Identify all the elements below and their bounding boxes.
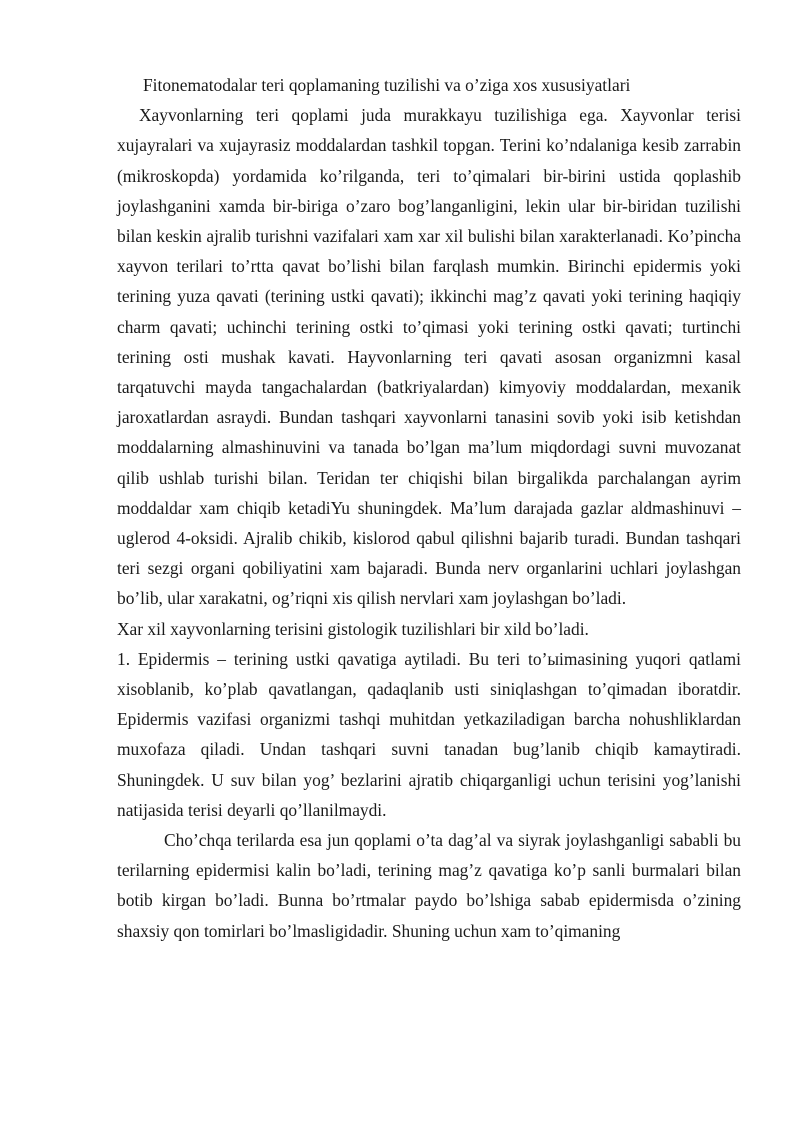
document-page [117,70,741,946]
paragraph-skin-layers: Xayvonlarning teri qoplami juda murakkayu tuzilishiga ega. Xayvonlar terisi xujayralari va xujayrasiz moddalardan tashkil topgan. Terini ko’ndalaniga kesib zarrabin (mikroskopda) yordamida ko’rilganda, teri to’qimalari bir-birini ustida qoplashib joylashganini xamda bir-biriga o’zaro bog’langanligini, lekin ular bir-biridan tuzilishi bilan keskin ajralib turishni vazifalari xam xar xil bulishi bilan xarakterlanadi. Ko’pincha xayvon terilari to’rtta qavat bo’lishi bilan farqlash mumkin. Birinchi epidermis yoki terining yuza qavati (terining ustki qavati); ikkinchi mag’z qavati yoki terining haqiqiy charm qavati; uchinchi terining ostki to’qimasi yoki terining ostki qavati; turtinchi terining osti mushak kavati. Hayvonlarning teri qavati asosan organizmni kasal tarqatuvchi mayda tangachalardan (batkriyalardan) kimyoviy moddalardan, mexanik jaroxatlardan asraydi. Bundan tashqari xayvonlarni tanasini sovib yoki isib ketishdan moddalarning almashinuvini va tanada bo’lgan ma’lum miqdordagi suvni muvozanat qilib ushlab turishi bilan. Teridan ter chiqishi bilan birgalikda parchalangan ayrim moddaldar xam chiqib ketadiYu shuningdek. Ma’lum darajada gazlar aldmashinuvi – uglerod 4-oksidi. Ajralib chikib, kislorod qabul qilishni bajarib turadi. Bundan tashqari teri sezgi organi qobiliyatini xam bajaradi. Bunda nerv organlarini uchlari joylashgan bo’lib, ular xarakatni, og’riqni xis qilish nervlari xam joylashgan bo’ladi. [117,105,741,609]
document-title: Fitonematodalar teri qoplamaning tuzilishi va o’ziga xos xususiyatlari [143,75,631,95]
paragraph-histology: Xar xil xayvonlarning terisini gistologik tuzilishlari bir xild bo’ladi. [117,618,589,639]
paragraph-epidermis: 1. Epidermis – terining ustki qavatiga aytiladi. Bu teri to’ыimasining yuqori qatlami xisoblanib, ko’plab qavatlangan, qadaqlanib usti siniqlashgan to’qimadan iboratdir. Epidermis vazifasi organizmi tashqi muhitdan yetkaziladigan barcha nohushliklardan muxofaza qiladi. Undan tashqari suvni tanadan bug’lanib chiqib kamaytiradi. Shuningdek. U suv bilan yog’ bezlarini ajratib chiqarganligi uchun terisini yog’lanishi natijasida terisi deyarli qo’llanilmaydi. [117,648,741,820]
paragraph-pig-skin: Cho’chqa terilarda esa jun qoplami o’ta dag’al va siyrak joylashganligi sababli bu terilarning epidermisi kalin bo’ladi, terining mag’z qavatiga ko’p sanli burmalari bilan botib kirgan bo’ladi. Bunna bo’rtmalar paydo bo’lshiga sabab epidermisda o’zining shaxsiy qon tomirlari bo’lmasligidadir. Shuning uchun xam to’qimaning [117,830,741,941]
